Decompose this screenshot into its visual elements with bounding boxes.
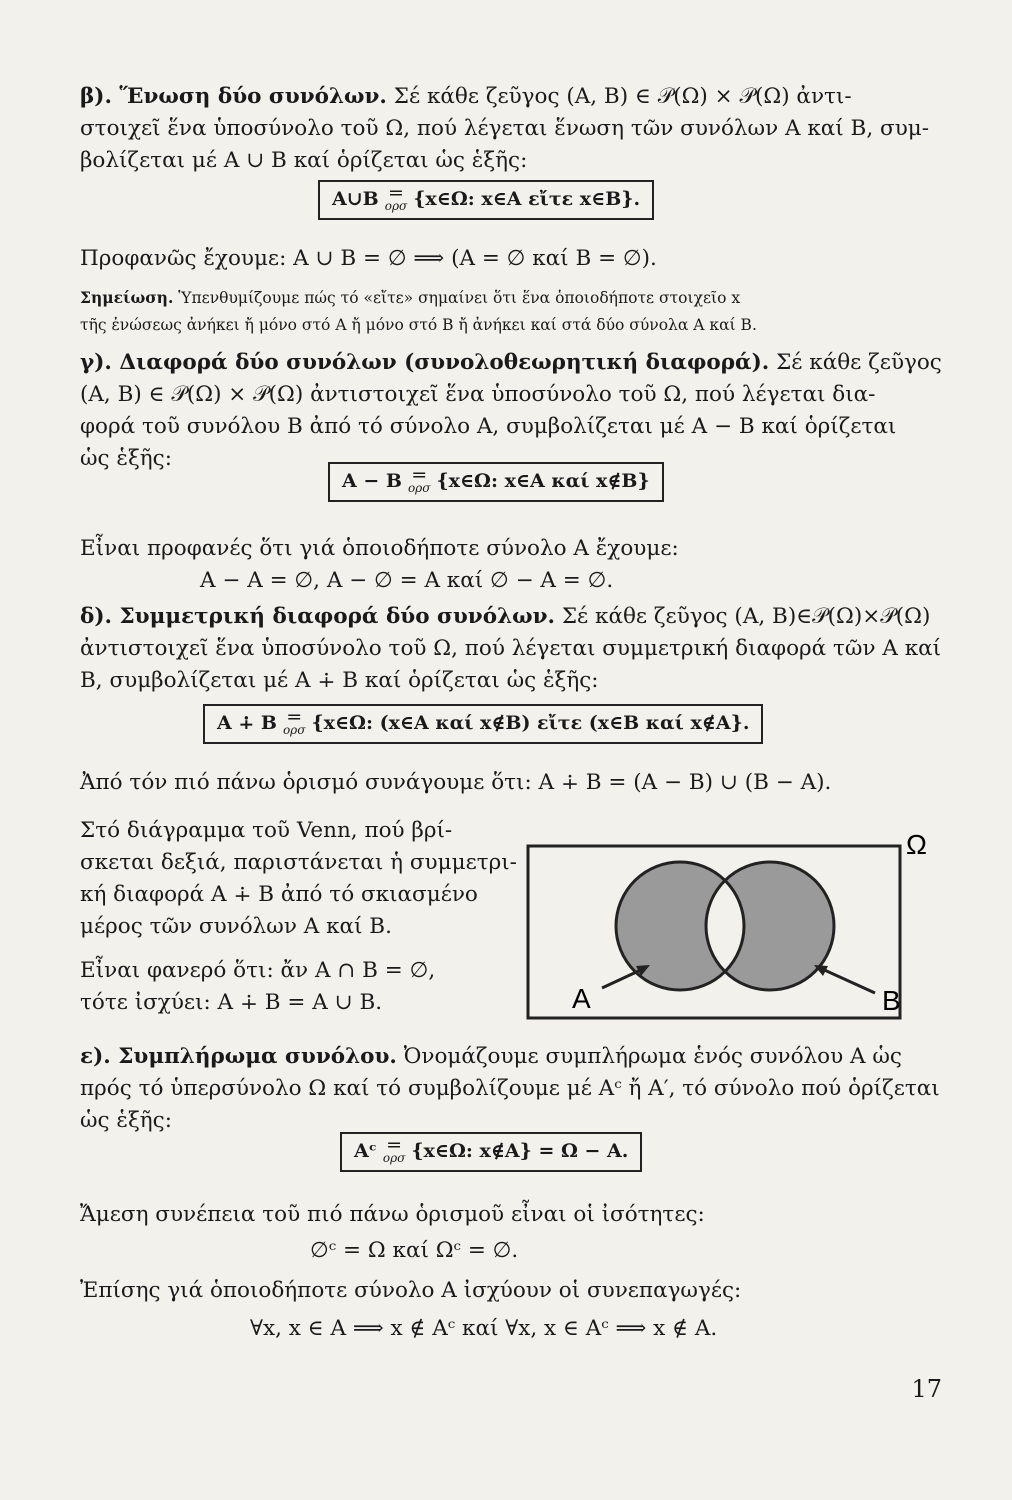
complement-line-2: πρός τό ὑπερσύνολο Ω καί τό συμβολίζουμε μέ Aᶜ ἤ A′, τό σύνολο πού ὁρίζεται: [80, 1076, 940, 1101]
union-heading: β). Ἕνωση δύο συνόλων.: [80, 84, 387, 109]
venn-text-3: κή διαφορά A ∔ B ἀπό τό σκιασμένο: [80, 882, 478, 907]
symdiff-obvious-2: τότε ἰσχύει: A ∔ B = A ∪ B.: [80, 990, 383, 1015]
symdiff-heading: δ). Συμμετρική διαφορά δύο συνόλων.: [80, 604, 556, 629]
symdiff-line-4: Ἀπό τόν πιό πάνω ὁρισμό συνάγουμε ὅτι: A ∔ B = (A − B) ∪ (B − A).: [80, 770, 832, 795]
symdiff-line-2: ἀντιστοιχεῖ ἕνα ὑποσύνολο τοῦ Ω, πού λέγεται συμμετρική διαφορά τῶν A καί: [80, 636, 942, 661]
difference-line-4: ὡς ἑξῆς:: [80, 446, 172, 471]
difference-line-5: Εἶναι προφανές ὅτι γιά ὁποιοδήποτε σύνολο A ἔχουμε:: [80, 536, 679, 561]
symdiff-obvious-1: Εἶναι φανερό ὅτι: ἄν A ∩ B = ∅,: [80, 958, 436, 983]
union-note-line-1: Σημείωση. Ὑπενθυμίζουμε πώς τό «εἴτε» σημαίνει ὅτι ἕνα ὁποιοδήποτε στοιχεῖο x: [80, 288, 741, 307]
union-line-1: β). Ἕνωση δύο συνόλων. Σέ κάθε ζεῦγος (A, B) ∈ 𝒫(Ω) × 𝒫(Ω) ἀντι-: [80, 84, 852, 109]
union-definition-box: A∪B = ορσ {x∈Ω: x∈A εἴτε x∈B}.: [318, 180, 654, 220]
union-note-line-2: τῆς ἐνώσεως ἀνήκει ἤ μόνο στό A ἤ μόνο στό B ἤ ἀνήκει καί στά δύο σύνολα A καί B.: [80, 316, 757, 334]
venn-a-label: A: [572, 983, 591, 1014]
venn-b-label: B: [882, 985, 901, 1016]
complement-line-7: ∀x, x ∈ A ⟹ x ∉ Aᶜ καί ∀x, x ∈ Aᶜ ⟹ x ∉ A.: [250, 1316, 718, 1341]
venn-omega-label: Ω: [906, 829, 927, 860]
symdiff-line-3: B, συμβολίζεται μέ A ∔ B καί ὁρίζεται ὡς ἑξῆς:: [80, 668, 599, 693]
complement-definition-box: Aᶜ = ορσ {x∈Ω: x∉A} = Ω − A.: [340, 1132, 642, 1172]
difference-line-2: (A, B) ∈ 𝒫(Ω) × 𝒫(Ω) ἀντιστοιχεῖ ἕνα ὑποσύνολο τοῦ Ω, πού λέγεται δια-: [80, 382, 876, 407]
note-label: Σημείωση.: [80, 288, 174, 307]
venn-text-2: σκεται δεξιά, παριστάνεται ἡ συμμετρι-: [80, 850, 517, 875]
venn-arrow-b: [820, 968, 875, 993]
difference-definition-box: A − B = ορσ {x∈Ω: x∈A καί x∉B}: [328, 462, 664, 502]
page-number: 17: [911, 1375, 942, 1403]
complement-line-4: Ἄμεση συνέπεια τοῦ πιό πάνω ὁρισμοῦ εἶναι οἱ ἰσότητες:: [80, 1202, 705, 1227]
complement-line-3: ὡς ἑξῆς:: [80, 1108, 172, 1133]
complement-heading: ε). Συμπλήρωμα συνόλου.: [80, 1044, 397, 1069]
difference-line-6: A − A = ∅, A − ∅ = A καί ∅ − A = ∅.: [200, 568, 614, 593]
venn-text-1: Στό διάγραμμα τοῦ Venn, πού βρί-: [80, 818, 453, 843]
complement-line-5: ∅ᶜ = Ω καί Ωᶜ = ∅.: [310, 1238, 519, 1263]
venn-text-4: μέρος τῶν συνόλων A καί B.: [80, 914, 392, 939]
difference-line-3: φορά τοῦ συνόλου B ἀπό τό σύνολο A, συμβολίζεται μέ A − B καί ὁρίζεται: [80, 414, 897, 439]
complement-line-6: Ἐπίσης γιά ὁποιοδήποτε σύνολο A ἰσχύουν οἱ συνεπαγωγές:: [80, 1278, 742, 1303]
complement-line-1: ε). Συμπλήρωμα συνόλου. Ὀνομάζουμε συμπλήρωμα ἑνός συνόλου A ὡς: [80, 1044, 902, 1069]
symdiff-line-1: δ). Συμμετρική διαφορά δύο συνόλων. Σέ κάθε ζεῦγος (A, B)∈𝒫(Ω)×𝒫(Ω): [80, 604, 931, 629]
difference-heading: γ). Διαφορά δύο συνόλων (συνολοθεωρητική διαφορά).: [80, 350, 770, 375]
difference-line-1: γ). Διαφορά δύο συνόλων (συνολοθεωρητική διαφορά). Σέ κάθε ζεῦγος: [80, 350, 942, 375]
symdiff-definition-box: A ∔ B = ορσ {x∈Ω: (x∈A καί x∉B) εἴτε (x∈B καί x∉A}.: [203, 704, 763, 744]
venn-diagram: [520, 828, 960, 1024]
union-line-2: στοιχεῖ ἕνα ὑποσύνολο τοῦ Ω, πού λέγεται ἕνωση τῶν συνόλων A καί B, συμ-: [80, 116, 930, 141]
union-line-3: βολίζεται μέ A ∪ B καί ὁρίζεται ὡς ἑξῆς:: [80, 148, 528, 173]
union-consequence: Προφανῶς ἔχουμε: A ∪ B = ∅ ⟹ (A = ∅ καί B = ∅).: [80, 246, 657, 271]
